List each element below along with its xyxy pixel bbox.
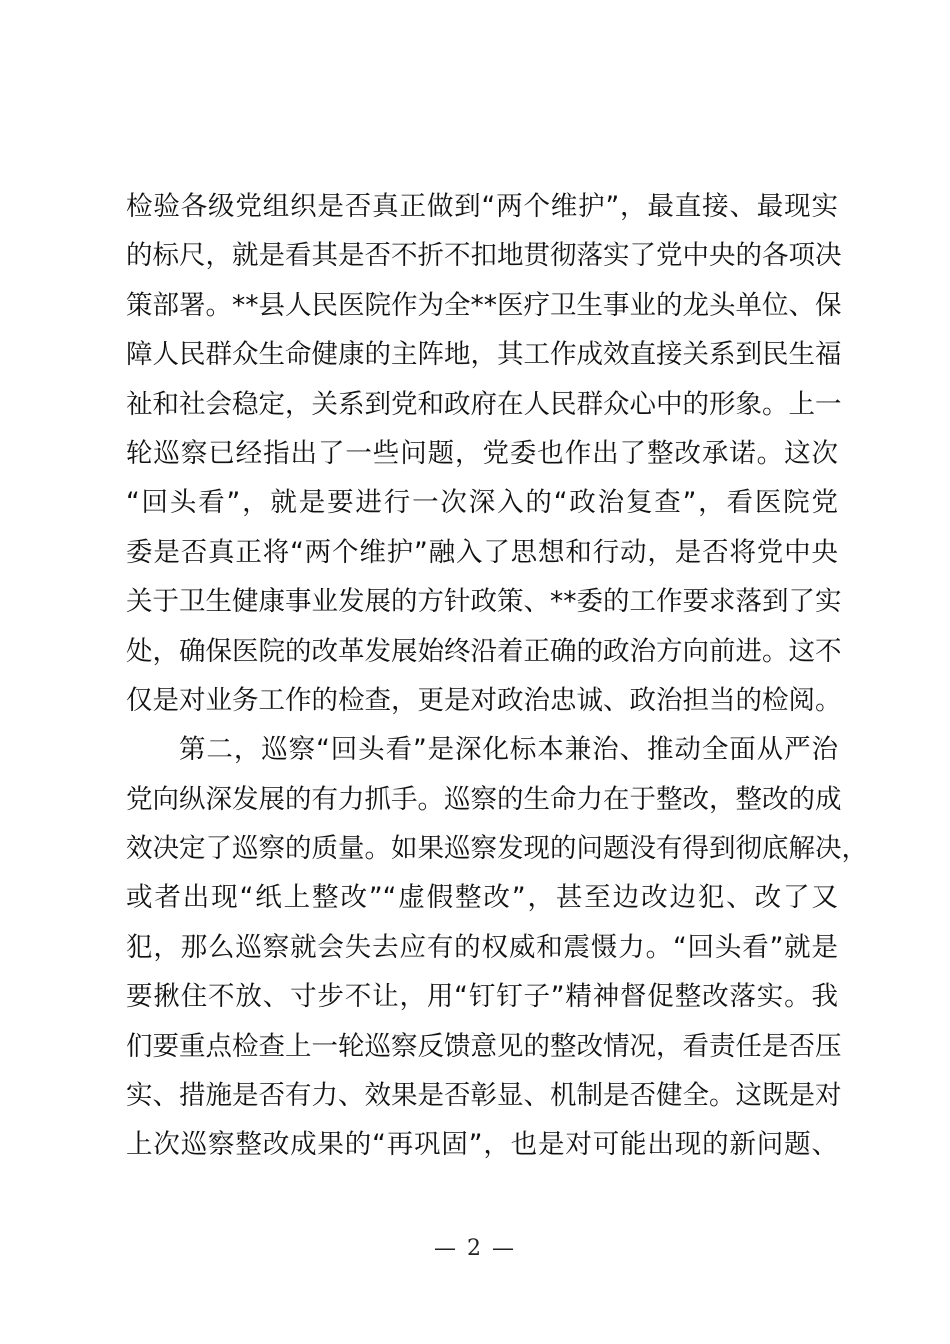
paragraph-line: 要揪住不放、寸步不让，用“钉钉子”精神督促整改落实。我 xyxy=(126,981,838,1013)
paragraph-2 xyxy=(126,725,868,1170)
paragraph-line: 策部署。**县人民医院作为全**医疗卫生事业的龙头单位、保 xyxy=(126,289,842,321)
paragraph-line: 第二，巡察“回头看”是深化标本兼治、推动全面从严治 xyxy=(179,734,838,766)
paragraph-line: 处，确保医院的改革发展始终沿着正确的政治方向前进。这不 xyxy=(126,635,842,667)
paragraph-line: 党向纵深发展的有力抓手。巡察的生命力在于整改，整改的成 xyxy=(126,783,842,815)
paragraph-line: 犯，那么巡察就会失去应有的权威和震慑力。“回头看”就是 xyxy=(126,931,838,963)
paragraph-line: 的标尺，就是看其是否不折不扣地贯彻落实了党中央的各项决 xyxy=(126,240,842,272)
paragraph-line: 们要重点检查上一轮巡察反馈意见的整改情况，看责任是否压 xyxy=(126,1030,842,1062)
paragraph-line: 关于卫生健康事业发展的方针政策、**委的工作要求落到了实 xyxy=(126,586,842,618)
paragraph-line: 实、措施是否有力、效果是否彰显、机制是否健全。这既是对 xyxy=(126,1080,842,1112)
paragraph-line: “回头看”，就是要进行一次深入的“政治复查”，看医院党 xyxy=(126,487,838,519)
paragraph-line: 祉和社会稳定，关系到党和政府在人民群众心中的形象。上一 xyxy=(126,388,842,420)
paragraph-line: 委是否真正将“两个维护”融入了思想和行动，是否将党中央 xyxy=(126,536,838,568)
paragraph-line: 轮巡察已经指出了一些问题，党委也作出了整改承诺。这次 xyxy=(126,437,838,469)
document-body xyxy=(126,182,868,1170)
paragraph-1 xyxy=(126,182,842,725)
paragraph-line: 上次巡察整改成果的“再巩固”，也是对可能出现的新问题、 xyxy=(126,1129,838,1161)
paragraph-line: 障人民群众生命健康的主阵地，其工作成效直接关系到民生福 xyxy=(126,339,842,371)
paragraph-line: 检验各级党组织是否真正做到“两个维护”，最直接、最现实 xyxy=(126,191,838,222)
paragraph-line: 仅是对业务工作的检查，更是对政治忠诚、政治担当的检阅。 xyxy=(126,684,842,716)
page-number: — 2 — xyxy=(434,1236,516,1261)
paragraph-line: 效决定了巡察的质量。如果巡察发现的问题没有得到彻底解决， xyxy=(126,833,868,865)
paragraph-line: 或者出现“纸上整改”“虚假整改”，甚至边改边犯、改了又 xyxy=(126,882,838,914)
